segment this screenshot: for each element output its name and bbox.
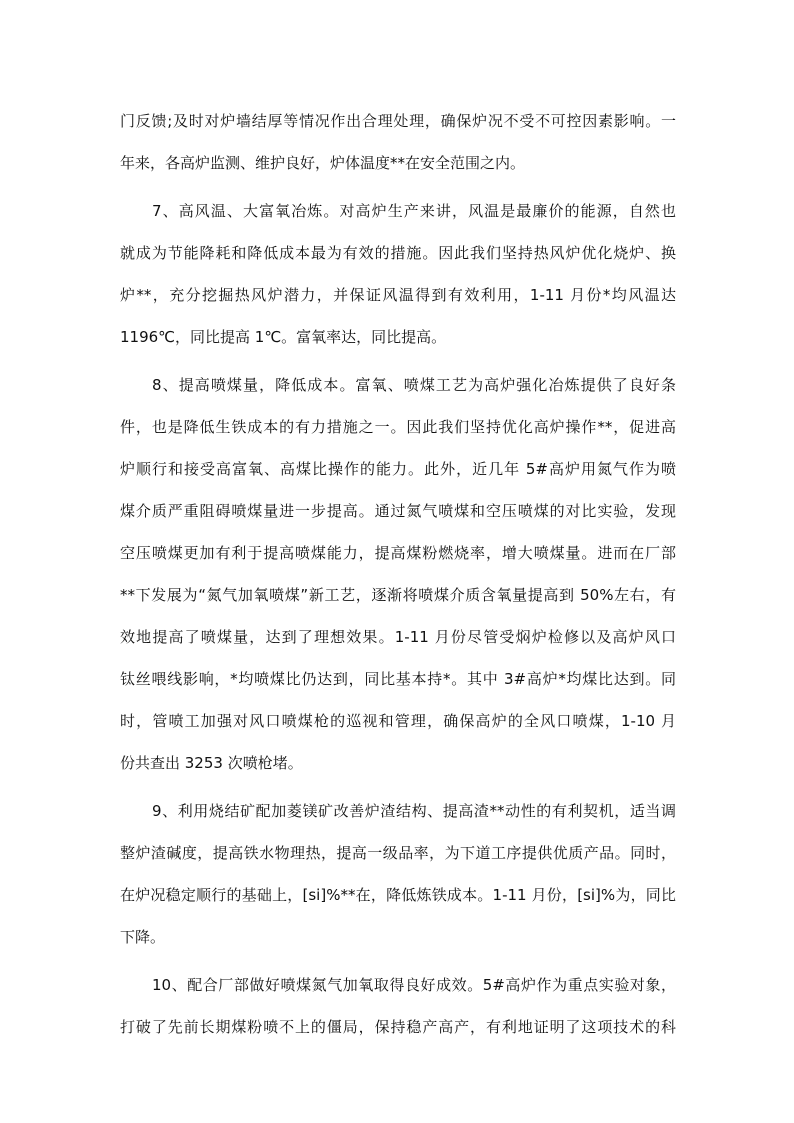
- text-line: 就成为节能降耗和降低成本最为有效的措施。因此我们坚持热风炉优化烧炉、换: [120, 244, 676, 262]
- text-line: 煤介质严重阻碍喷煤量进一步提高。通过氮气喷煤和空压喷煤的对比实验，发现: [120, 502, 676, 520]
- paragraph-9: [120, 790, 676, 958]
- document-body: [120, 100, 676, 1048]
- text-line: 年来，各高炉监测、维护良好，炉体温度**在安全范围之内。: [120, 154, 526, 172]
- paragraph-6-continued: [120, 100, 676, 184]
- text-line: 10、配合厂部做好喷煤氮气加氧取得良好成效。5#高炉作为重点实验对象，: [152, 976, 676, 994]
- text-line: 效地提高了喷煤量，达到了理想效果。1-11 月份尽管受焖炉检修以及高炉风口: [120, 628, 676, 646]
- text-line: 门反馈;及时对炉墙结厚等情况作出合理处理，确保炉况不受不可控因素影响。一: [120, 112, 676, 130]
- text-line: 钛丝喂线影响，*均喷煤比仍达到，同比基本持*。其中 3#高炉*均煤比达到。同: [120, 670, 676, 688]
- text-line: 打破了先前长期煤粉喷不上的僵局，保持稳产高产，有利地证明了这项技术的科: [120, 1018, 676, 1036]
- text-line: 炉**，充分挖掘热风炉潜力，并保证风温得到有效利用，1-11 月份*均风温达: [120, 286, 676, 304]
- text-line: 下降。: [120, 928, 166, 946]
- text-line: 1196℃，同比提高 1℃。富氧率达，同比提高。: [120, 328, 447, 346]
- text-line: 空压喷煤更加有利于提高喷煤能力，提高煤粉燃烧率，增大喷煤量。进而在厂部: [120, 544, 676, 562]
- text-line: 炉顺行和接受高富氧、高煤比操作的能力。此外，近几年 5#高炉用氮气作为喷: [120, 460, 676, 478]
- text-line: 份共查出 3253 次喷枪堵。: [120, 754, 303, 772]
- paragraph-8: [120, 364, 676, 784]
- text-line: 9、利用烧结矿配加菱镁矿改善炉渣结构、提高渣**动性的有利契机，适当调: [152, 802, 676, 820]
- text-line: 整炉渣碱度，提高铁水物理热，提高一级品率，为下道工序提供优质产品。同时，: [120, 844, 676, 862]
- text-line: 8、提高喷煤量，降低成本。富氧、喷煤工艺为高炉强化冶炼提供了良好条: [152, 376, 676, 394]
- paragraph-10: [120, 964, 676, 1048]
- text-line: 时，管喷工加强对风口喷煤枪的巡视和管理，确保高炉的全风口喷煤，1-10 月: [120, 712, 676, 730]
- text-line: 7、高风温、大富氧冶炼。对高炉生产来讲，风温是最廉价的能源，自然也: [152, 202, 676, 220]
- text-line: **下发展为“氮气加氧喷煤”新工艺，逐渐将喷煤介质含氧量提高到 50%左右，有: [120, 586, 676, 604]
- text-line: 件，也是降低生铁成本的有力措施之一。因此我们坚持优化高炉操作**，促进高: [120, 418, 676, 436]
- paragraph-7: [120, 190, 676, 358]
- text-line: 在炉况稳定顺行的基础上，[si]%**在，降低炼铁成本。1-11 月份，[si]%为，同比: [120, 886, 676, 904]
